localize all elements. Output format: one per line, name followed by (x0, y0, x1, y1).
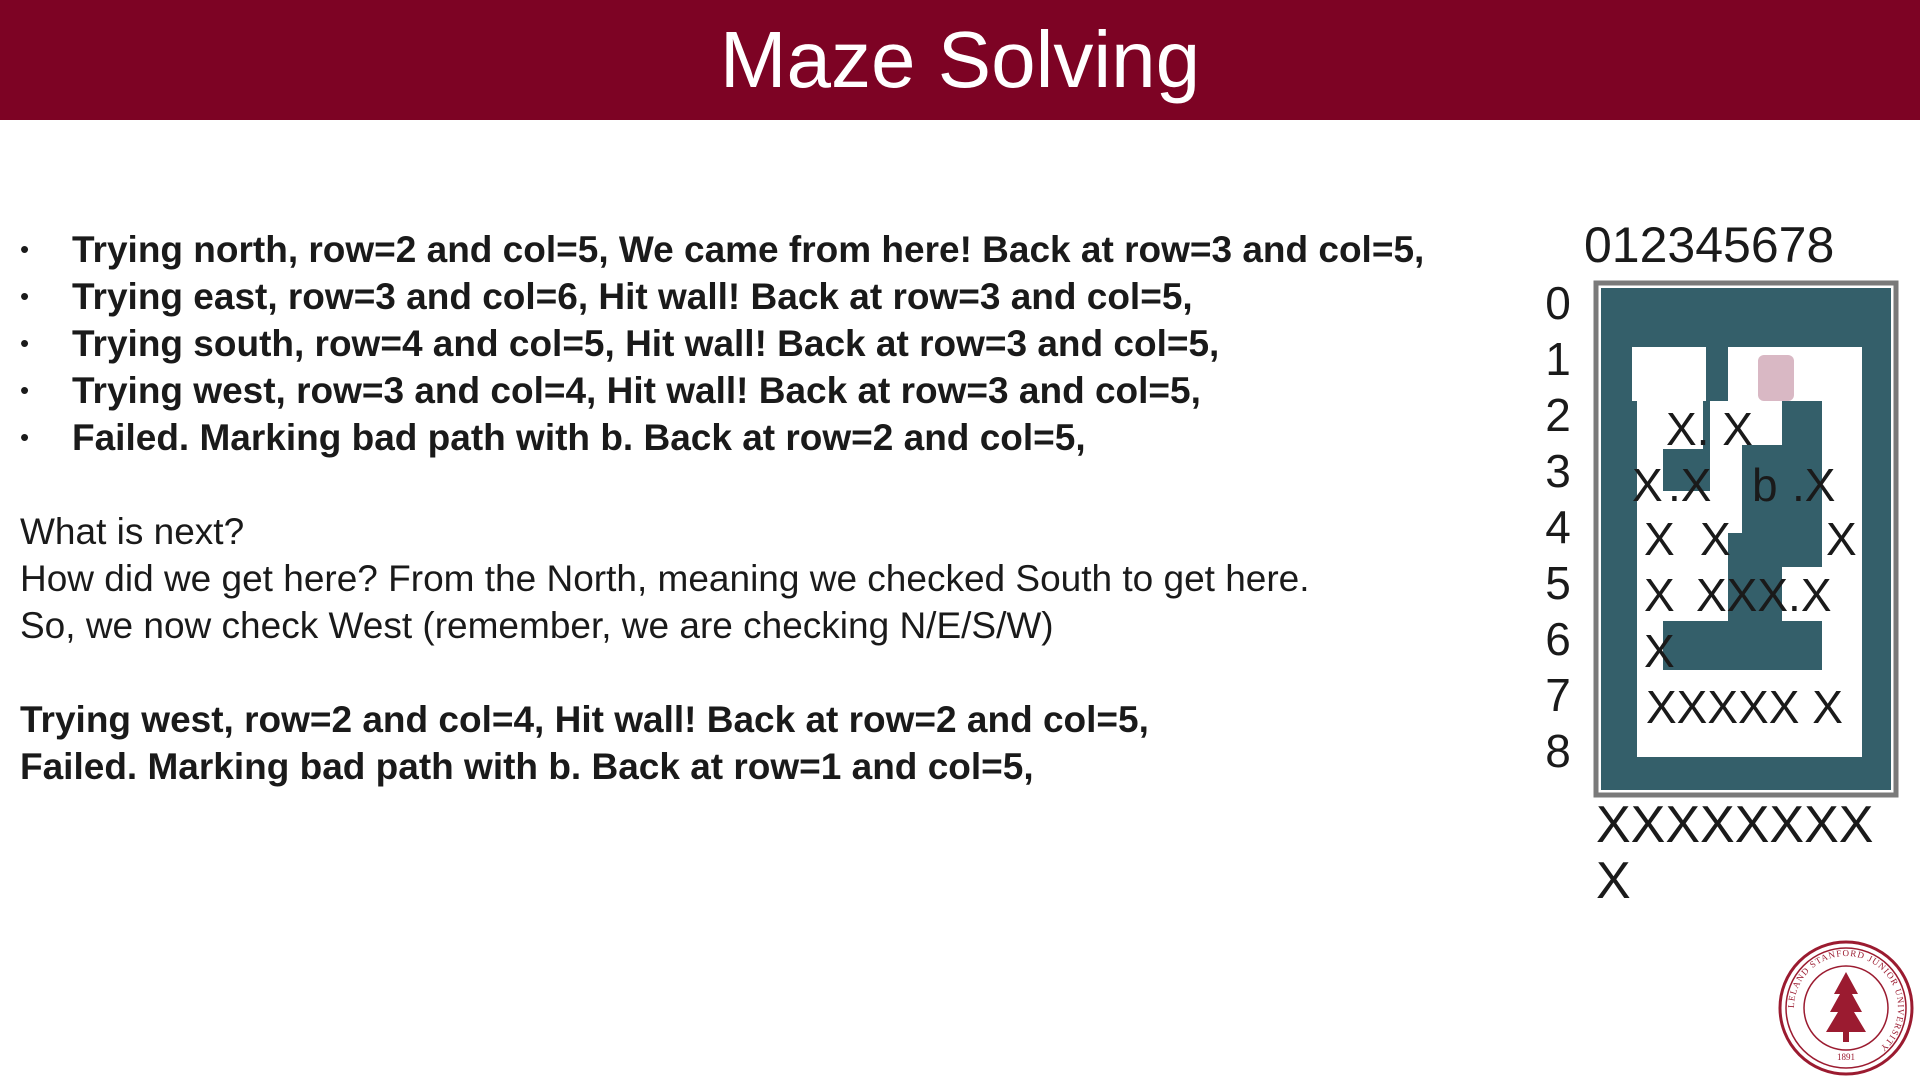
bullet-text: Trying west, row=3 and col=4, Hit wall! Back at row=3 and col=5, (72, 370, 1201, 411)
seal-year: 1891 (1837, 1052, 1855, 1062)
maze-current-marker (1758, 355, 1794, 401)
question-next-step: So, we now check West (remember, we are checking N/E/S/W) (20, 605, 1054, 646)
maze-cell-text: XXX.X (1696, 569, 1832, 621)
bullet-item (20, 320, 1424, 367)
bullet-text: Trying east, row=3 and col=6, Hit wall! Back at row=3 and col=5, (72, 276, 1193, 317)
bullet-dot: • (20, 328, 30, 358)
slide-title: Maze Solving (719, 15, 1201, 104)
title-bar (0, 0, 1920, 120)
seal-ring-text: LELAND STANFORD JUNIOR UNIVERSITY (1785, 947, 1907, 1054)
maze-diagram (1540, 215, 1920, 915)
bullet-dot: • (20, 234, 30, 264)
maze-row-label: 6 (1545, 613, 1571, 665)
maze-inner-wall (1663, 621, 1822, 670)
bullet-text: Trying south, row=4 and col=5, Hit wall! Back at row=3 and col=5, (72, 323, 1220, 364)
maze-cell-text: X. X (1666, 403, 1753, 455)
maze-cell-text: X (1700, 513, 1731, 565)
bullet-dot: • (20, 422, 30, 452)
maze-row-label: 7 (1545, 669, 1571, 721)
maze-cell-text: X (1826, 513, 1857, 565)
maze-cell-text: XXXXX X (1646, 681, 1843, 733)
maze-column-header: 012345678 (1584, 217, 1835, 273)
maze-row-label: 4 (1545, 501, 1571, 553)
maze-row-label: 1 (1545, 333, 1571, 385)
maze-row-label: 3 (1545, 445, 1571, 497)
bullet-item (20, 273, 1424, 320)
maze-corridor (1728, 347, 1862, 401)
bullet-item (20, 414, 1424, 461)
university-seal-icon (1776, 938, 1916, 1078)
bullet-item (20, 226, 1424, 273)
trace-bullet-list (20, 226, 1424, 461)
maze-cell-text: .X (1792, 459, 1836, 511)
bullet-dot: • (20, 375, 30, 405)
maze-cell-text: X (1644, 513, 1675, 565)
maze-cell-text: b (1752, 459, 1778, 511)
bullet-text: Failed. Marking bad path with b. Back at row=2 and col=5, (72, 417, 1086, 458)
maze-row-label: 2 (1545, 389, 1571, 441)
maze-corridor (1632, 347, 1706, 401)
maze-row-label: 5 (1545, 557, 1571, 609)
bullet-text: Trying north, row=2 and col=5, We came from here! Back at row=3 and col=5, (72, 229, 1425, 270)
answer-line-west: Trying west, row=2 and col=4, Hit wall! Back at row=2 and col=5, (20, 699, 1149, 740)
answer-line-failed: Failed. Marking bad path with b. Back at row=1 and col=5, (20, 746, 1034, 787)
maze-cell-text: X (1644, 625, 1675, 677)
maze-cell-text: X (1644, 569, 1675, 621)
maze-row-label: 0 (1545, 277, 1571, 329)
maze-bottom-row: XXXXXXXX (1596, 796, 1874, 854)
question-heading: What is next? (20, 511, 245, 552)
maze-cell-text: X (1632, 459, 1663, 511)
maze-row-label: 8 (1545, 725, 1571, 777)
question-explanation: How did we get here? From the North, meaning we checked South to get here. (20, 558, 1310, 599)
maze-cell-text: .X (1668, 459, 1712, 511)
maze-bottom-wrap: X (1596, 852, 1631, 910)
bullet-dot: • (20, 281, 30, 311)
bullet-item (20, 367, 1424, 414)
